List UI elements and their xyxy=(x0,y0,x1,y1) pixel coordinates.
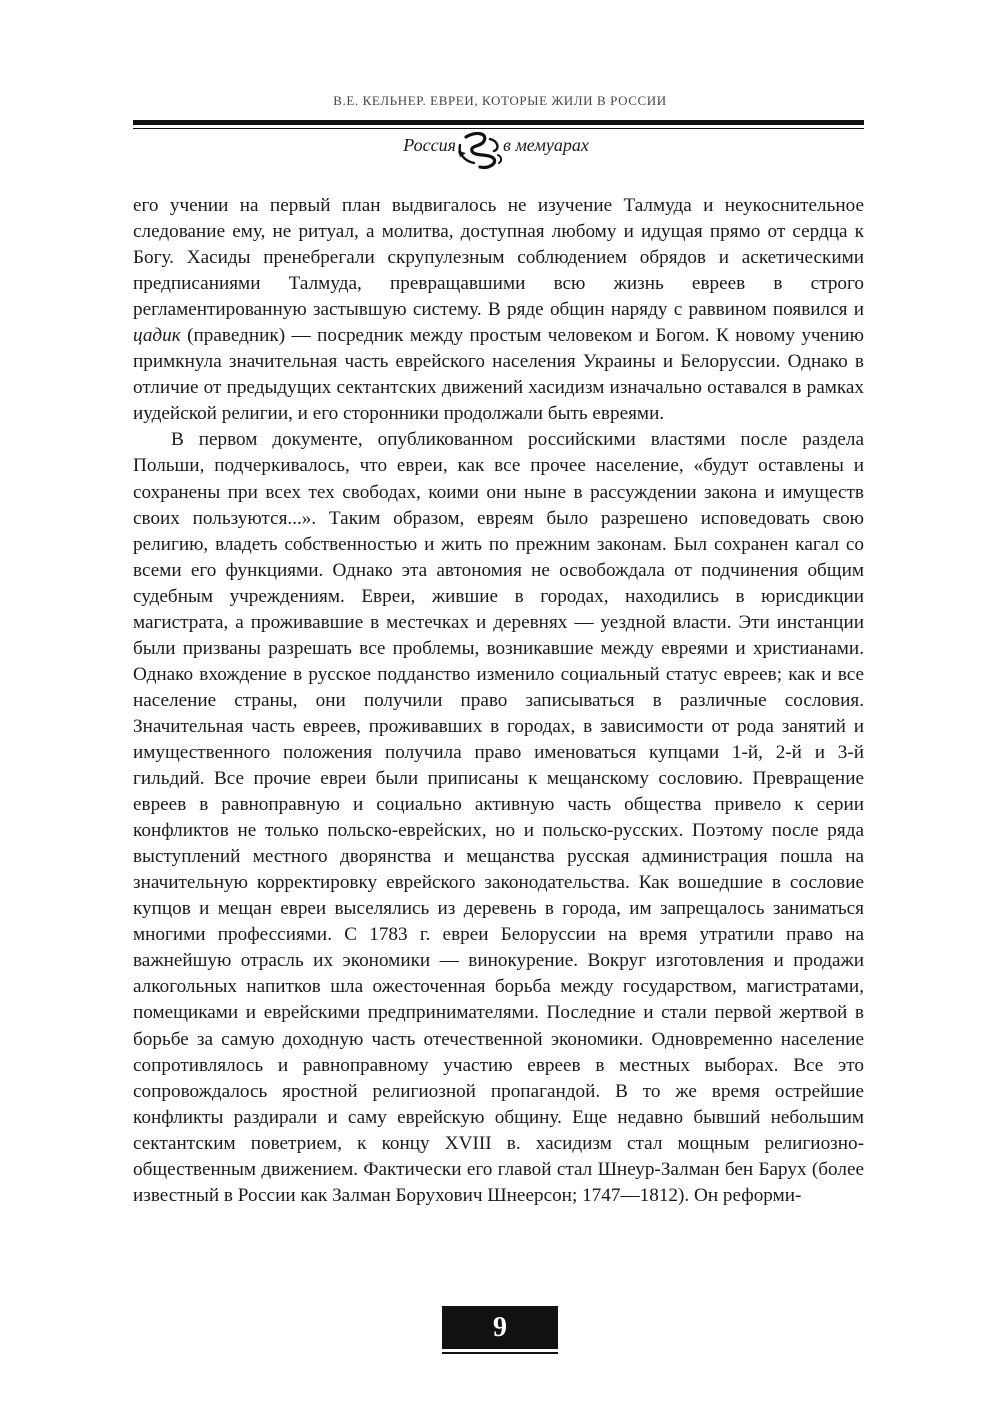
paragraph-text: (праведник) — посредник между простым человеком и Богом. К новому учению примкнула значительная часть еврейского населения Украины и Белоруссии. Однако в отличие от предыдущих сектантских движений хасидизм изначально оставался в рамках иудейской религии, и его сторонники продолжали быть евреями. xyxy=(133,325,864,425)
series-title-left: Россия xyxy=(403,135,456,155)
series-title-right: в мемуарах xyxy=(503,135,589,155)
header-rule-thin xyxy=(133,128,864,129)
header-rule-thick xyxy=(133,120,864,125)
series-banner xyxy=(0,131,1000,175)
page-number-rule xyxy=(442,1352,558,1354)
ornamental-monogram-icon xyxy=(454,131,506,171)
paragraph-text: его учении на первый план выдвигалось не изучение Талмуда и неукоснительное следование ему, не ритуал, а молитва, доступная любому и идущая прямо от сердца к Богу. Хасиды пренебрегали скрупулезным соблюдением обрядов и аскетическими предписаниями Талмуда, превращавшими всю жизнь евреев в строго регламентированную застывшую систему. В ряде общин наряду с раввином появился и xyxy=(133,195,864,321)
body-text xyxy=(133,193,864,1209)
running-title: В.Е. КЕЛЬНЕР. ЕВРЕИ, КОТОРЫЕ ЖИЛИ В РОССИИ xyxy=(333,93,667,108)
page-number: 9 xyxy=(442,1306,558,1349)
paragraph xyxy=(133,193,864,427)
paragraph: В первом документе, опубликованном российскими властями после раздела Польши, подчеркивалось, что евреи, как все прочее население, «будут оставлены и сохранены при всех тех свободах, коими они ныне в рассуждении закона и имуществ своих пользуются...». Таким образом, евреям было разрешено исповедовать свою религию, владеть собственностью и жить по прежним законам. Был сохранен кагал со всеми его функциями. Однако эта автономия не освобождала от подчинения общим судебным учреждениям. Евреи, жившие в городах, находились в юрисдикции магистрата, а проживавшие в местечках и деревнях — уездной власти. Эти инстанции были призваны разрешать все проблемы, возникавшие между евреями и христианами. Однако вхождение в русское подданство изменило социальный статус евреев; как и все население страны, они получили право записываться в различные сословия. Значительная часть евреев, проживавших в городах, в зависимости от рода занятий и имущественного положения получила право именоваться купцами 1-й, 2-й и 3-й гильдий. Все прочие евреи были приписаны к мещанскому сословию. Превращение евреев в равноправную и социально активную часть общества привело к серии конфликтов не только польско-еврейских, но и польско-русских. Поэтому после ряда выступлений местного дворянства и мещанства русская администрация пошла на значительную корректировку еврейского законодательства. Как вошедшие в сословие купцов и мещан евреи выселялись из деревень в города, им запрещалось заниматься многими профессиями. С 1783 г. евреи Белоруссии на время утратили право на важнейшую отрасль их экономики — винокурение. Вокруг изготовления и продажи алкогольных напитков шла ожесточенная борьба между государством, магистратами, помещиками и еврейскими предпринимателями. Последние и стали первой жертвой в борьбе за самую доходную часть отечественной экономики. Одновременно население сопротивлялось и равноправному участию евреев в местных выборах. Все это сопровождалось яростной религиозной пропагандой. В то же время острейшие конфликты раздирали и саму еврейскую общину. Еще недавно бывший небольшим сектантским поветрием, к концу XVIII в. хасидизм стал мощным религиозно-общественным движением. Фактически его главой стал Шнеур-Залман бен Барух (более известный в России как Залман Борухович Шнеерсон; 1747—1812). Он реформи- xyxy=(133,429,864,1206)
term-tsadik: цадик xyxy=(133,325,181,347)
